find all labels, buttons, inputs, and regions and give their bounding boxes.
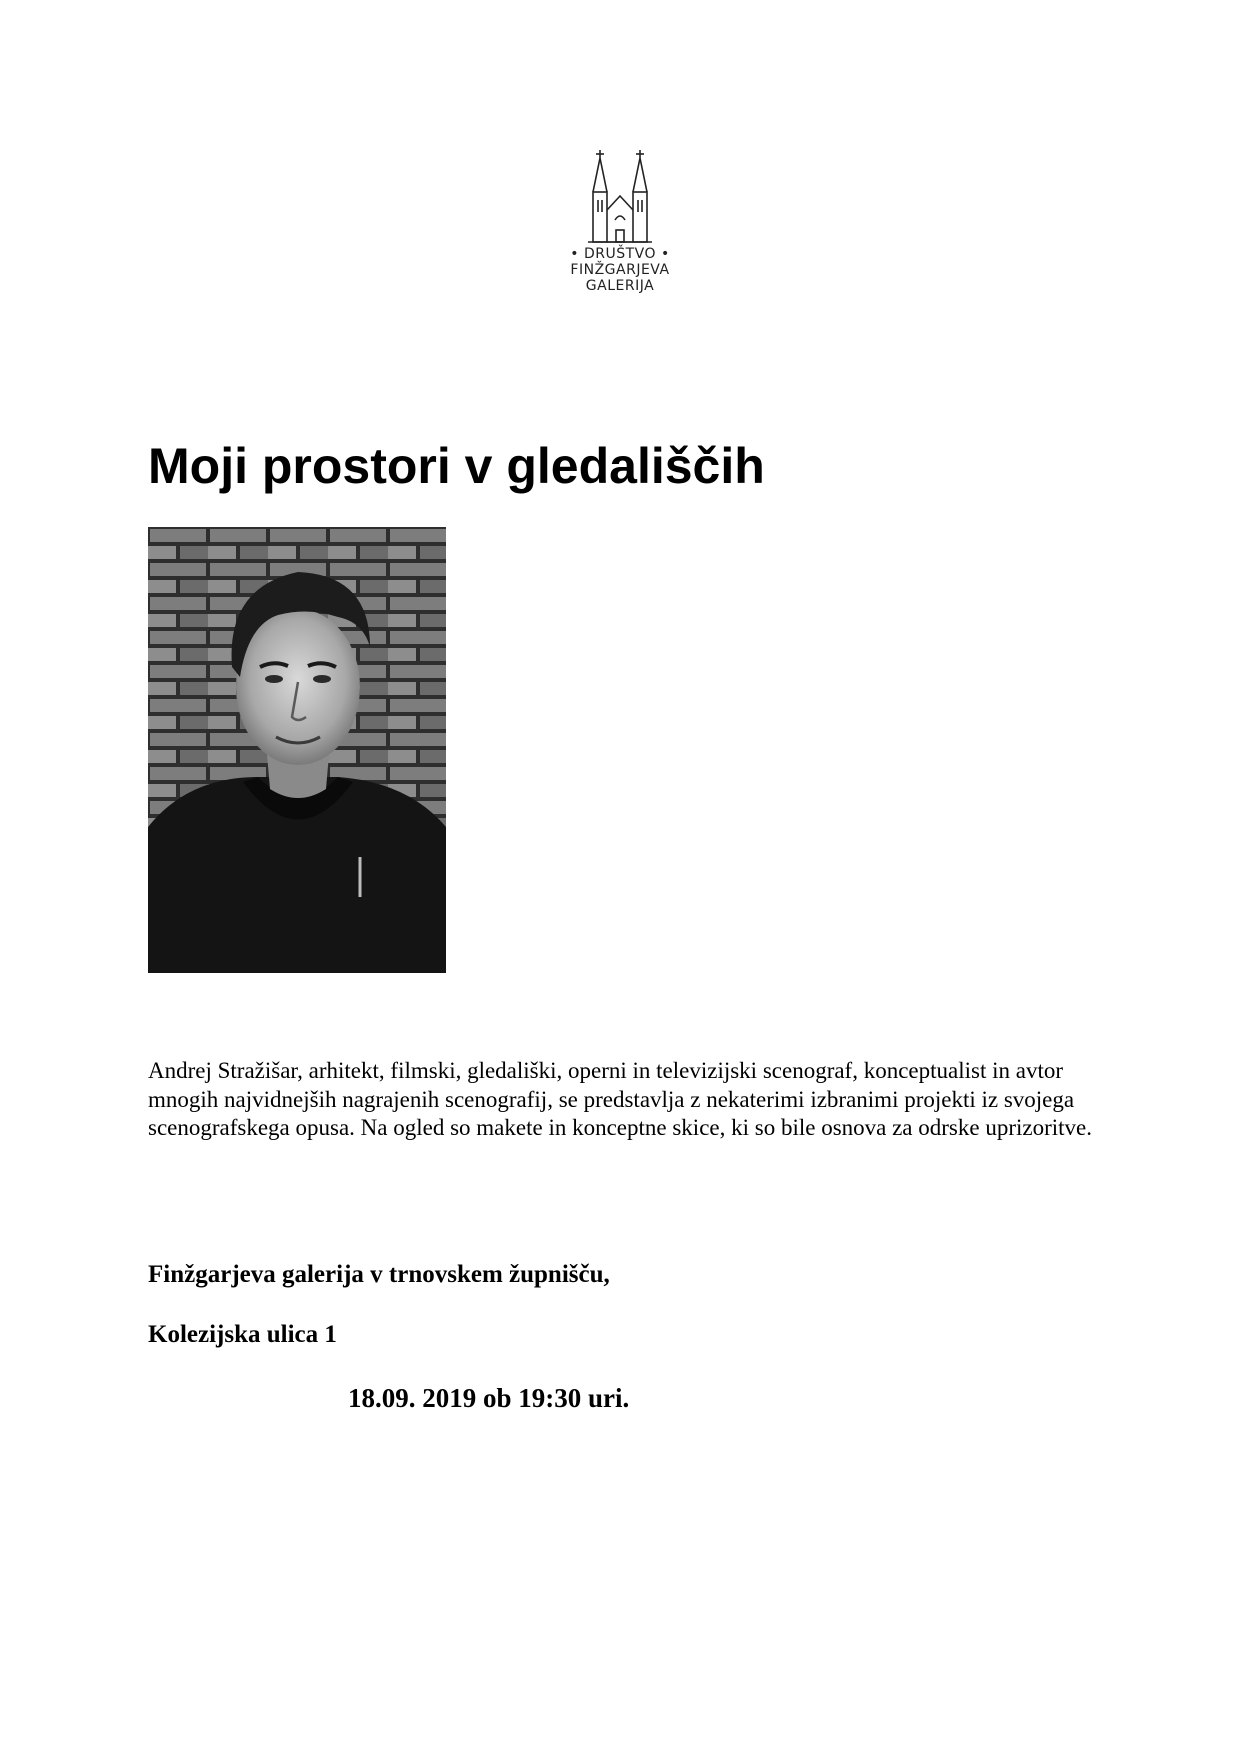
logo-wordmark xyxy=(560,246,680,294)
event-description: Andrej Stražišar, arhitekt, filmski, gledališki, operni in televizijski scenograf, konceptualist in avtor mnogih najvidnejših nagrajenih scenografij, se predstavlja z nekaterimi izbranimi projekti iz svojega scenografskega opusa. Na ogled so makete in konceptne skice, ki so bile osnova za odrske uprizoritve. xyxy=(148,1058,1092,1140)
logo-line-2: FINŽGARJEVA xyxy=(570,262,670,278)
venue-name: Finžgarjeva galerija v trnovskem župnišču, xyxy=(148,1261,610,1288)
logo-line-1: • DRUŠTVO • xyxy=(570,246,670,262)
event-datetime: 18.09. 2019 ob 19:30 uri. xyxy=(348,1383,630,1413)
portrait-photo xyxy=(148,527,446,973)
gallery-logo xyxy=(560,150,680,300)
venue-address: Kolezijska ulica 1 xyxy=(148,1321,337,1348)
page-title: Moji prostori v gledališčih xyxy=(148,438,765,494)
church-towers-icon xyxy=(560,150,680,246)
logo-line-3: GALERIJA xyxy=(585,278,655,294)
